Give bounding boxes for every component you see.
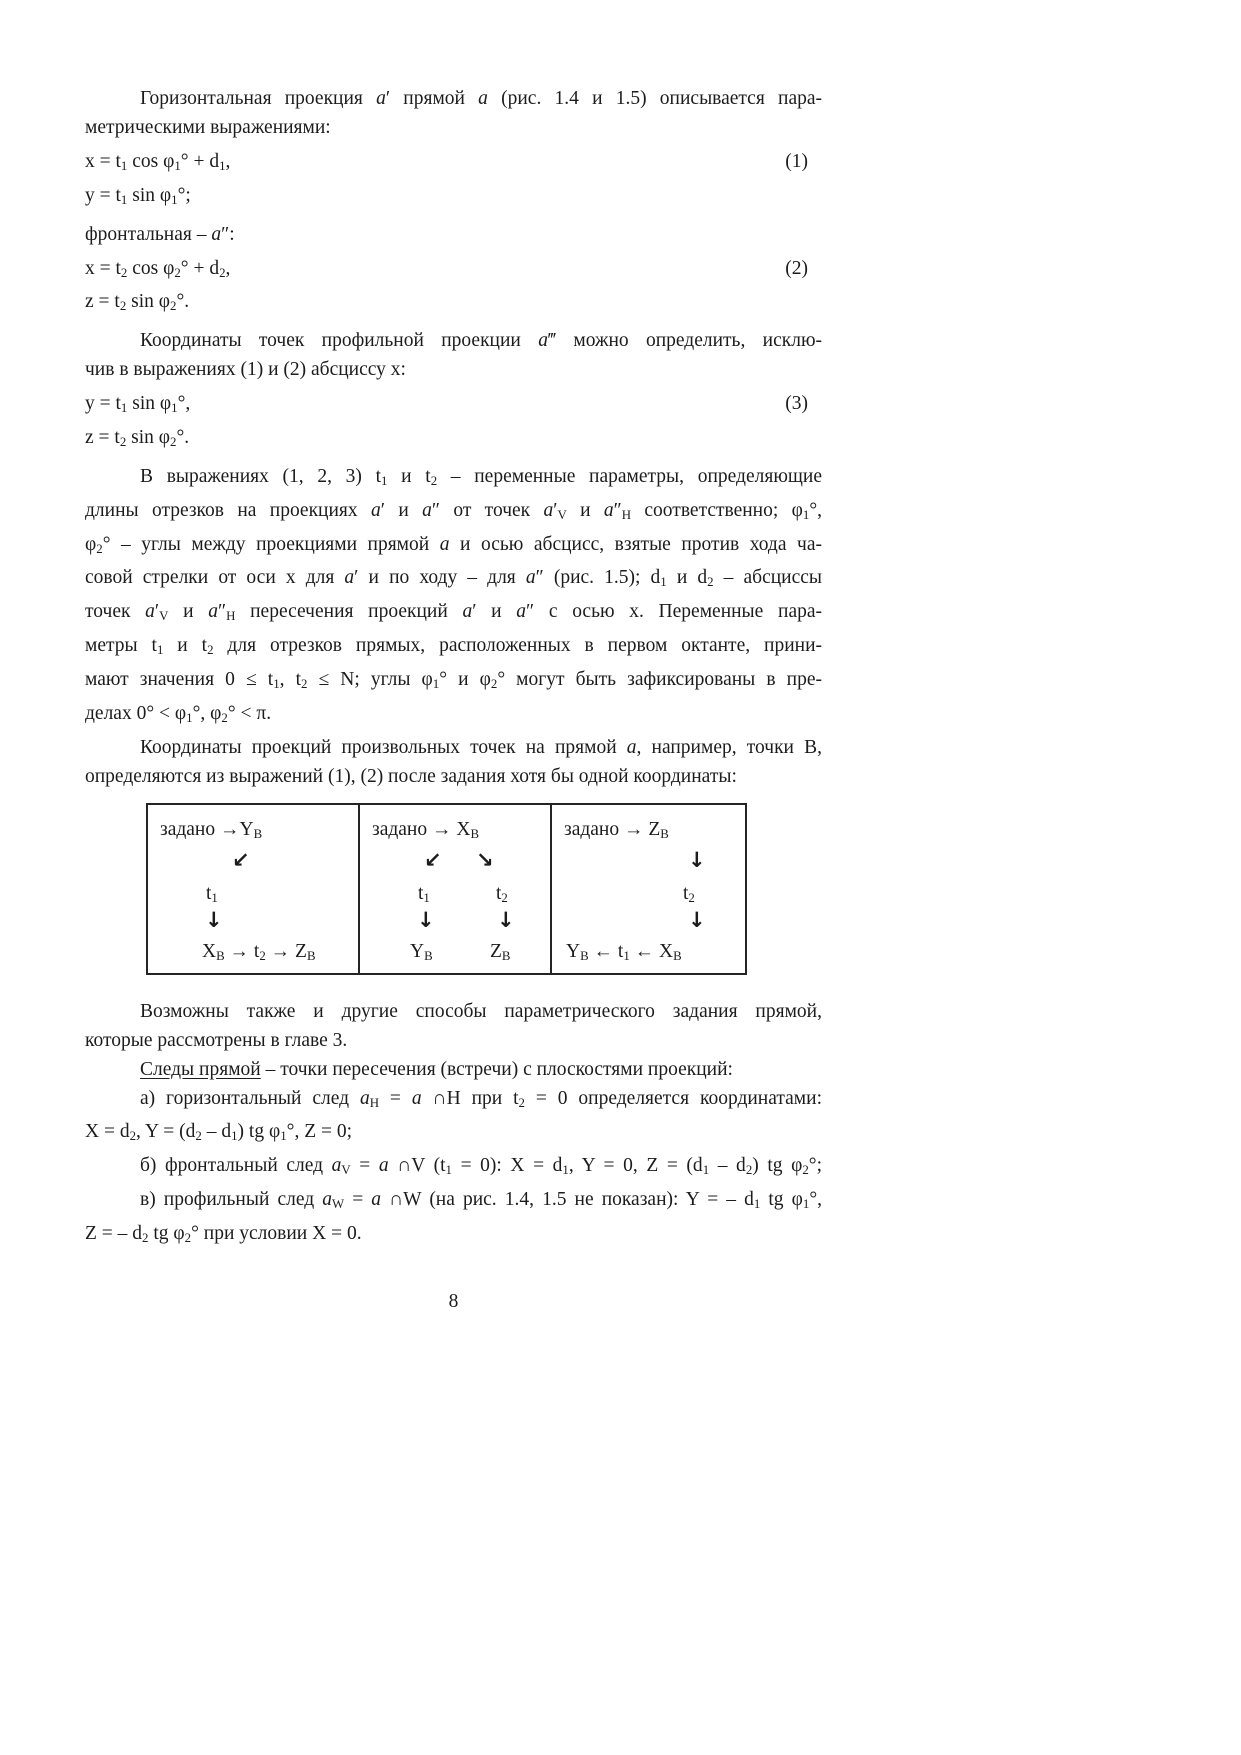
parameter-t1: $t_1$ <box>418 882 430 905</box>
paragraph-line: Возможны также и другие способы параметрического задания прямой, <box>140 1000 822 1022</box>
result-chain: $Y_B$ ← $t_1$ ← $X_B$ <box>566 940 682 963</box>
equation-1 <box>85 147 822 215</box>
equation-3 <box>85 389 822 457</box>
arrow-down-icon: ↓ <box>205 907 223 932</box>
parameter-t2: $t_2$ <box>496 882 508 905</box>
table-cell-given-x <box>360 805 552 973</box>
paragraph-line: а) горизонтальный след $a_H = a$ ∩H при $t_2 = 0$ определяется координатами: <box>140 1087 822 1110</box>
formula-line: $z = t_2$ $\sin \varphi_2^\circ$. <box>85 291 190 314</box>
item-a-horizontal-trace <box>85 1084 822 1152</box>
paragraph-profile <box>85 326 822 384</box>
equation-number: (2) <box>785 257 808 279</box>
result-chain: $X_B \to t_2 \to Z_B$ <box>202 940 316 963</box>
arrow-down-left-icon: ↙ <box>424 847 442 872</box>
paragraph-coordinates <box>85 733 822 791</box>
equation-number: (1) <box>785 151 808 172</box>
paragraph-line: Координаты проекций произвольных точек на прямой a, например, точки В, <box>140 736 822 758</box>
paragraph-frontal <box>85 220 822 249</box>
formula-line: $x = t_2$ $\cos \varphi_2^\circ + d_2$, <box>85 257 231 280</box>
page-number: 8 <box>448 1290 459 1312</box>
formula-line: $y = t_1$ $\sin \varphi_1^\circ$; <box>85 184 191 207</box>
arrow-down-right-icon: ↘ <box>476 847 494 872</box>
parameter-t2: $t_2$ <box>683 882 695 905</box>
result-z: $Z_B$ <box>490 940 511 963</box>
paragraph-line: делах $0^\circ < \varphi_1^\circ$, $\varphi_2^\circ < \pi$. <box>85 702 272 725</box>
arrow-down-left-icon: ↙ <box>232 847 250 872</box>
paragraph-line: Z = – $d_2$ tg $\varphi_2^\circ$ при условии X = 0. <box>85 1222 362 1245</box>
formula-line: $x = t_1$ $\cos \varphi_1^\circ + d_1$, <box>85 151 231 173</box>
paragraph-line: б) фронтальный след $a_V = a$ ∩V $(t_1 = 0)$: $X = d_1$, Y = 0, $Z = (d_1 - d_2)$ tg $\varphi_2^\circ$; <box>140 1155 823 1178</box>
paragraph-line: Координаты точек профильной проекции a‴ можно определить, исклю- <box>140 330 823 352</box>
given-label: задано → $X_B$ <box>372 818 480 841</box>
paragraph-other-ways <box>85 997 822 1055</box>
given-label: задано → $Z_B$ <box>564 818 669 841</box>
paragraph-traces-definition <box>85 1055 822 1084</box>
formula-line: $z = t_2$ $\sin \varphi_2^\circ$. <box>85 427 190 449</box>
paragraph-line: Горизонтальная проекция a′ прямой a (рис. 1.4 и 1.5) описывается пара- <box>140 88 822 109</box>
paragraph-line: точек $a'_V$ и $a''_H$ пересечения проекций a′ и a″ с осью x. Переменные пара- <box>85 601 822 624</box>
equation-2 <box>85 254 822 322</box>
table-cell-given-y <box>148 805 360 973</box>
paragraph-parameters <box>85 462 822 733</box>
equation-lines <box>85 389 645 457</box>
paragraph-line: фронтальная – a″: <box>85 223 235 245</box>
projection-scheme-table <box>146 803 747 975</box>
paragraph-line: $X = d_2$, $Y = (d_2 - d_1)$ tg $\varphi_1^\circ$, Z = 0; <box>85 1121 353 1144</box>
paragraph-line: чив в выражениях (1) и (2) абсциссу x: <box>85 359 406 381</box>
text-block <box>85 84 822 1316</box>
paragraph-line: совой стрелки от оси x для a′ и по ходу – для a″ (рис. 1.5); $d_1$ и $d_2$ – абсциссы <box>85 567 823 590</box>
paragraph-line: определяются из выражений (1), (2) после задания хотя бы одной координаты: <box>85 765 737 787</box>
paragraph-line: мают значения $0 \le t_1$, $t_2 \le N$; углы $\varphi_1^\circ$ и $\varphi_2^\circ$ могут быть зафиксированы в пре- <box>85 668 822 691</box>
arrow-down-icon: ↓ <box>688 847 706 872</box>
paragraph-line: длины отрезков на проекциях a′ и a″ от точек $a'_V$ и $a''_H$ соответственно; $\varphi_1^\circ$, <box>85 499 823 522</box>
item-v-profile-trace <box>85 1185 822 1253</box>
paragraph-line: В выражениях (1, 2, 3) $t_1$ и $t_2$ – переменные параметры, определяющие <box>140 465 822 488</box>
paragraph-line: которые рассмотрены в главе 3. <box>85 1029 348 1051</box>
paragraph-line: метры $t_1$ и $t_2$ для отрезков прямых, расположенных в первом октанте, прини- <box>85 635 822 657</box>
item-b-frontal-trace <box>85 1151 822 1185</box>
paragraph-line: Следы прямой – точки пересечения (встречи) с плоскостями проекций: <box>140 1058 733 1080</box>
paragraph-line: в) профильный след $a_W = a$ ∩W (на рис. 1.4, 1.5 не показан): Y = – $d_1$ tg $\varphi_1^\circ$, <box>140 1189 822 1211</box>
equation-lines <box>85 147 645 215</box>
result-y: $Y_B$ <box>410 940 433 963</box>
arrow-down-icon: ↓ <box>688 907 706 932</box>
table-cell-given-z <box>552 805 745 973</box>
arrow-down-icon: ↓ <box>497 907 515 932</box>
paragraph-intro <box>85 84 822 142</box>
equation-number: (3) <box>785 393 808 415</box>
arrow-down-icon: ↓ <box>417 907 435 932</box>
formula-line: $y = t_1$ $\sin \varphi_1^\circ$, <box>85 393 191 416</box>
paragraph-line: $\varphi_2^\circ$ – углы между проекциями прямой a и осью абсцисс, взятые против хода ча- <box>85 533 822 556</box>
given-label: задано $\to Y_B$ <box>160 818 263 841</box>
parameter-t1: $t_1$ <box>206 882 218 905</box>
equation-lines <box>85 254 645 322</box>
paragraph-line: метрическими выражениями: <box>85 117 331 138</box>
